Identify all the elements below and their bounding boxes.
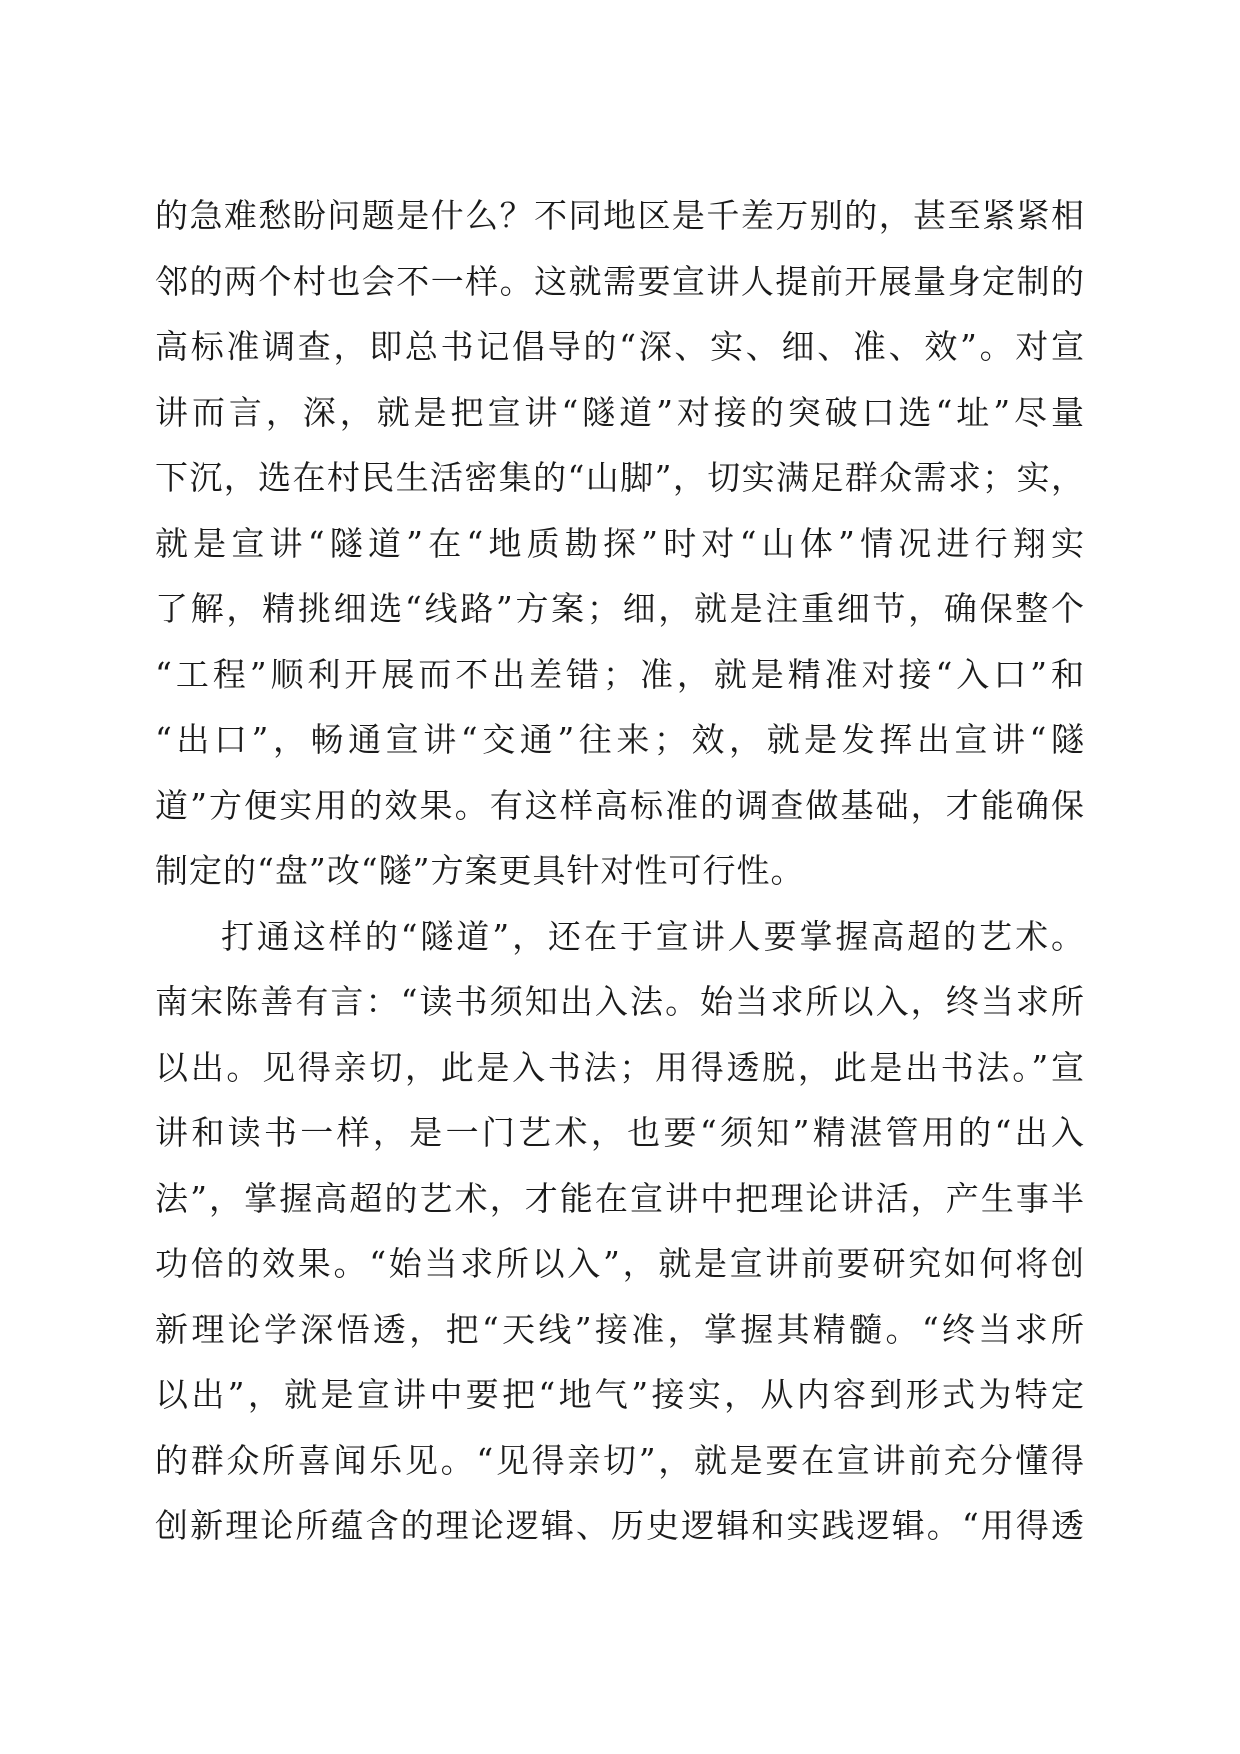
text-line: “出口”，畅通宣讲“交通”往来；效，就是发挥出宣讲“隧 bbox=[155, 720, 1085, 759]
body-text bbox=[155, 183, 1085, 1559]
text-line: 讲而言，深，就是把宣讲“隧道”对接的突破口选“址”尽量 bbox=[155, 392, 1085, 432]
text-line: 道”方便实用的效果。有这样高标准的调查做基础，才能确保 bbox=[155, 785, 1085, 825]
text-line: 南宋陈善有言：“读书须知出入法。始当求所以入，终当求所 bbox=[155, 982, 1085, 1021]
text-line: 的急难愁盼问题是什么？不同地区是千差万别的，甚至紧紧相 bbox=[155, 196, 1085, 235]
text-line: 高标准调查，即总书记倡导的“深、实、细、准、效”。对宣 bbox=[155, 327, 1085, 366]
text-line: 以出”，就是宣讲中要把“地气”接实，从内容到形式为特定 bbox=[155, 1375, 1085, 1414]
text-line: 邻的两个村也会不一样。这就需要宣讲人提前开展量身定制的 bbox=[155, 261, 1085, 301]
text-line: 功倍的效果。“始当求所以入”，就是宣讲前要研究如何将创 bbox=[155, 1244, 1085, 1283]
paragraph-end-line: 制定的“盘”改“隧”方案更具针对性可行性。 bbox=[155, 851, 805, 890]
text-line: “工程”顺利开展而不出差错；准，就是精准对接“入口”和 bbox=[155, 654, 1085, 694]
text-line: 就是宣讲“隧道”在“地质勘探”时对“山体”情况进行翔实 bbox=[155, 523, 1085, 563]
text-line: 以出。见得亲切，此是入书法；用得透脱，此是出书法。”宣 bbox=[155, 1047, 1085, 1087]
text-line: 创新理论所蕴含的理论逻辑、历史逻辑和实践逻辑。“用得透 bbox=[155, 1506, 1085, 1545]
text-line: 的群众所喜闻乐见。“见得亲切”，就是要在宣讲前充分懂得 bbox=[155, 1440, 1085, 1480]
text-line: 了解，精挑细选“线路”方案；细，就是注重细节，确保整个 bbox=[155, 589, 1085, 628]
paragraph-start-line: 打通这样的“隧道”，还在于宣讲人要掌握高超的艺术。 bbox=[221, 916, 1085, 956]
text-line: 下沉，选在村民生活密集的“山脚”，切实满足群众需求；实， bbox=[155, 458, 1085, 497]
text-line: 讲和读书一样，是一门艺术，也要“须知”精湛管用的“出入 bbox=[155, 1113, 1085, 1152]
text-line: 新理论学深悟透，把“天线”接准，掌握其精髓。“终当求所 bbox=[155, 1309, 1085, 1349]
text-line: 法”，掌握高超的艺术，才能在宣讲中把理论讲活，产生事半 bbox=[155, 1178, 1085, 1218]
